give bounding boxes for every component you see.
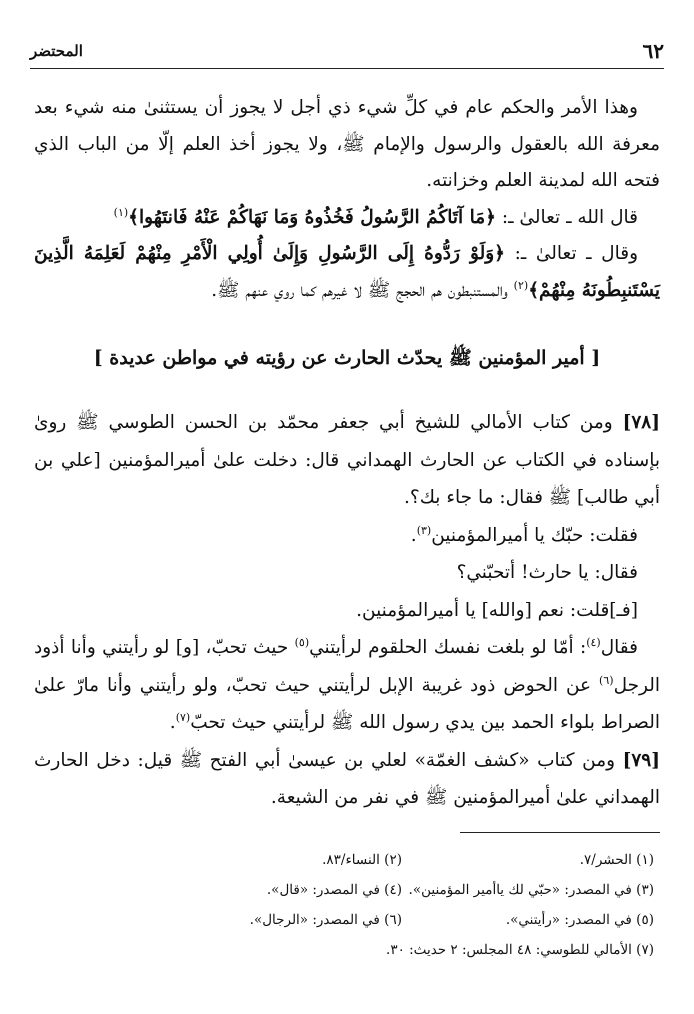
quran-verse: ﴿وَلَوْ رَدُّوهُ إِلَى الرَّسُولِ وَإِلَىٰ أُولِي الْأَمْرِ مِنْهُمْ لَعَلِمَهُ الَّذِينَ يَسْتَنبِطُونَهُ مِنْهُمْ﴾ (34, 243, 660, 301)
footnote-ref: (٧) (175, 710, 191, 724)
answer-paragraph: فقال$^{(٤)}$: أمّا لو بلغت نفسك الحلقوم لرأيتني$^{(٥)}$ حيث تحبّ، [و] لو رأيتني وأنا أذود الرجل$^{(٦)}$ عن الحوض ذود غريبة الإبل لرأيتني حيث تحبّ، ولو رأيتني وأنا مارّ علىٰ الصراط بلواء الحمد بين يدي رسول الله ﷺ لرأيتني حيث تحبّ$^{(٧)}$. (34, 635, 660, 733)
footnote-row (150, 935, 654, 965)
hadith-number: [٧٨] (622, 412, 660, 433)
main-text-top (34, 90, 660, 309)
footnote: (٧) الأمالي للطوسي: ٤٨ المجلس: ٢ حديث: ٣٠. (386, 942, 654, 958)
footnote: (٥) في المصدر: «رأيتني». (505, 912, 654, 928)
footnote-ref: (٤) (586, 635, 601, 649)
dialogue-line: فقال: يا حارث! أتحبّني؟ (456, 562, 638, 583)
verse-intro: قال الله ـ تعالىٰ ـ: (496, 206, 638, 228)
footnote: (٦) في المصدر: «الرجال». (249, 912, 402, 928)
footnote: (١) الحشر/٧. (579, 852, 654, 868)
verse-commentary: والمستنبطون هم الحجج ﷺ لا غيرهم كما روي عنهم ﷺ. (211, 279, 514, 301)
footnotes (150, 845, 654, 965)
footnote-ref: (٥) (294, 635, 310, 649)
footnote-rule (460, 832, 660, 833)
verse-paragraph-1 (34, 200, 660, 237)
page-header (30, 36, 664, 66)
paragraph: وهذا الأمر والحكم عام في كلِّ شيء ذي أجل لا يجوز أن يستثنىٰ منه شيء بعد معرفة الله بالعقول والرسول والإمام ﷺ، ولا يجوز أخذ العلم إلّا من الباب الذي فتحه الله لمدينة العلم وخزانته. (34, 97, 660, 191)
hadith-text: ومن كتاب الأمالي للشيخ أبي جعفر محمّد بن الحسن الطوسي ﷺ روىٰ بإسناده في الكتاب عن الحارث الهمداني قال: دخلت علىٰ أميرالمؤمنين [علي بن أبي طالب] ﷺ فقال: ما جاء بك؟. (34, 412, 660, 508)
section-heading: [ أمير المؤمنين ﷺ يحدّث الحارث عن رؤيته في مواطن عديدة ] (93, 347, 601, 369)
verse-intro: وقال ـ تعالىٰ ـ: (505, 243, 638, 264)
dialogue-line: [فـ]قلت: نعم [والله] يا أميرالمؤمنين. (356, 599, 638, 621)
footnote: (٣) في المصدر: «حبّي لك ياأمير المؤمنين». (408, 882, 654, 898)
hadith-paragraph (34, 742, 660, 817)
hadith-number: [٧٩] (622, 749, 660, 771)
footnote: (٢) النساء/٨٣. (322, 852, 402, 868)
header-rule (30, 68, 664, 69)
dialogue-line: فقلت: حبّك يا أميرالمؤمنين$^{(٣)}$. (410, 523, 638, 546)
page-number: ٦٢ (642, 39, 664, 63)
footnote-ref: (٦) (599, 673, 614, 687)
verse-paragraph-2 (34, 236, 660, 309)
hadith-text: ومن كتاب «كشف الغمّة» لعلي بن عيسىٰ أبي الفتح ﷺ قيل: دخل الحارث الهمداني علىٰ أميرالمؤمنين ﷺ في نفر من الشيعة. (34, 749, 660, 808)
footnote-row (150, 875, 654, 905)
main-text-bottom (34, 404, 660, 817)
footnote-ref: (٣) (416, 523, 432, 537)
footnote-ref: (٢) (513, 278, 529, 292)
footnote-ref: (١) (113, 205, 129, 219)
footnote-row (150, 845, 654, 875)
footnote: (٤) في المصدر: «قال». (266, 882, 402, 898)
quran-verse: ﴿مَا آتَاكُمُ الرَّسُولُ فَخُذُوهُ وَمَا نَهَاكُمْ عَنْهُ فَانتَهُوا﴾ (128, 206, 497, 228)
running-title: المحتضر (30, 42, 83, 60)
hadith-paragraph (34, 404, 660, 517)
footnote-row (150, 905, 654, 935)
